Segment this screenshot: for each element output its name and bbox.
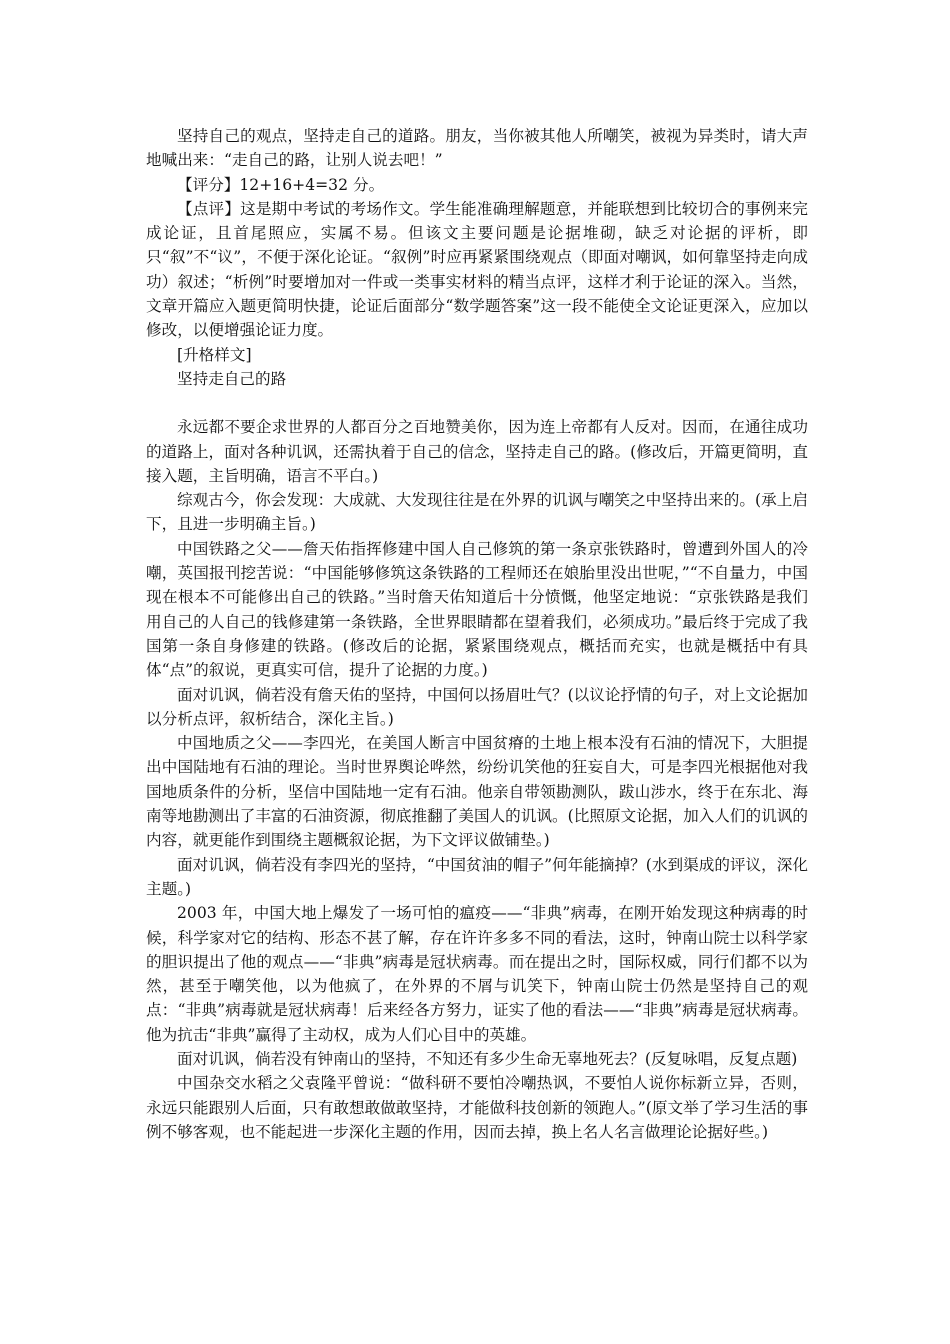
- blank-line: [146, 391, 808, 415]
- upgraded-essay-title: 坚持走自己的路: [177, 369, 287, 388]
- essay-paragraph: 2003 年，中国大地上爆发了一场可怕的瘟疫——“非典”病毒，在刚开始发现这种病毒的时候，科学家对它的结构、形态不甚了解，存在许许多多不同的看法，这时，钟南山院士以科学家的胆识提出了他的观点——“非典”病毒是冠状病毒。而在提出之时，国际权威，同行们都不以为然，甚至于嘲笑他，以为他疯了，在外界的不屑与讥笑下，钟南山院士仍然是坚持自己的观点：“非典”病毒就是冠状病毒！后来经各方努力，证实了他的看法——“非典”病毒是冠状病毒。他为抗击“非典”赢得了主动权，成为人们心目中的英雄。: [146, 904, 808, 1044]
- essay-paragraph: 综观古今，你会发现：大成就、大发现往往是在外界的讥讽与嘲笑之中坚持出来的。(承上启下，且进一步明确主旨。): [146, 491, 808, 534]
- essay-paragraph: 中国杂交水稻之父袁隆平曾说：“做科研不要怕冷嘲热讽，不要怕人说你标新立异，否则，永远只能跟别人后面，只有敢想敢做敢坚持，才能做科技创新的领跑人。”(原文举了学习生活的事例不够客观，也不能起进一步深化主题的作用，因而去掉，换上名人名言做理论论据好些。): [146, 1074, 808, 1141]
- essay-paragraph: 中国铁路之父——詹天佑指挥修建中国人自己修筑的第一条京张铁路时，曾遭到外国人的冷嘲，英国报刊挖苦说：“中国能够修筑这条铁路的工程师还在娘胎里没出世呢，”“不自量力，中国现在根本不可能修出自己的铁路。”当时詹天佑知道后十分愤慨，他坚定地说：“京张铁路是我们用自己的人自己的钱修建第一条铁路，全世界眼睛都在望着我们，必须成功。”最后终于完成了我国第一条自身修建的铁路。(修改后的论据，紧紧围绕观点，概括而充实，也就是概括中有具体“点”的叙说，更真实可信，提升了论据的力度。): [146, 539, 808, 680]
- upgraded-essay-label: [升格样文]: [177, 345, 252, 364]
- essay-paragraph: 中国地质之父——李四光，在美国人断言中国贫瘠的土地上根本没有石油的情况下，大胆提出中国陆地有石油的理论。当时世界舆论哗然，纷纷讥笑他的狂妄自大，可是李四光根据他对我国地质条件的分析，坚信中国陆地一定有石油。他亲自带领勘测队，跋山涉水，终于在东北、海南等地勘测出了丰富的石油资源，彻底推翻了美国人的讥讽。(比照原文论据，加入人们的讥讽的内容，就更能作到围绕主题概叙论据，为下文评议做铺垫。): [146, 734, 808, 850]
- essay-paragraph: 面对讥讽，倘若没有钟南山的坚持，不知还有多少生命无辜地死去？(反复咏唱，反复点题): [177, 1049, 798, 1068]
- commentary-paragraph: 【点评】这是期中考试的考场作文。学生能准确理解题意，并能联想到比较切合的事例来完成论证，且首尾照应，实属不易。但该文主要问题是论据堆砌，缺乏对论据的评析，即只“叙”不“议”，不便于深化论证。“叙例”时应再紧紧围绕观点（即面对嘲讽，如何靠坚持走向成功）叙述；“析例”时要增加对一件或一类事实材料的精当点评，这样才利于论证的深入。当然，文章开篇应入题更简明快捷，论证后面部分“数学题答案”这一段不能使全文论证更深入，应加以修改，以便增强论证力度。: [146, 199, 808, 340]
- essay-paragraph: 面对讥讽，倘若没有詹天佑的坚持，中国何以扬眉吐气？(以议论抒情的句子，对上文论据加以分析点评，叙析结合，深化主旨。): [146, 685, 808, 728]
- essay-paragraph: 面对讥讽，倘若没有李四光的坚持，“中国贫油的帽子”何年能摘掉？(水到渠成的评议，深化主题。): [146, 855, 808, 898]
- essay-conclusion-paragraph: 坚持自己的观点，坚持走自己的道路。朋友，当你被其他人所嘲笑，被视为异类时，请大声地喊出来：“走自己的路，让别人说去吧！”: [146, 127, 808, 170]
- score-line: 【评分】12+16+4=32 分。: [177, 175, 385, 194]
- essay-paragraph: 永远都不要企求世界的人都百分之百地赞美你，因为连上帝都有人反对。因而，在通往成功的道路上，面对各种讥讽，还需执着于自己的信念，坚持走自己的路。(修改后，开篇更简明，直接入题，主旨明确，语言不平白。): [146, 418, 808, 485]
- document-body: [146, 124, 808, 1144]
